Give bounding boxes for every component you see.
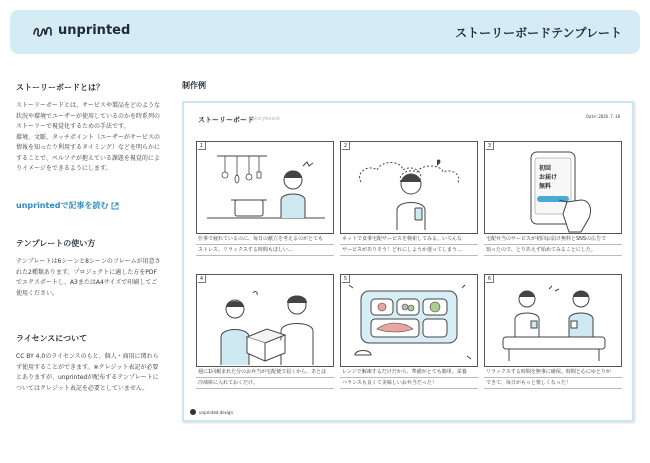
frame-illustration bbox=[340, 274, 478, 367]
frame-illustration bbox=[196, 274, 334, 367]
board-date: Date:2020.7.10 bbox=[586, 114, 620, 119]
storyboard-preview bbox=[182, 101, 634, 422]
frame-caption bbox=[484, 234, 622, 256]
about-line: りイメージをできるようにします。 bbox=[16, 165, 112, 172]
couple-relaxing-illustration bbox=[485, 275, 622, 367]
license-line: ついてはクレジット表記を必要としていません。 bbox=[16, 384, 149, 392]
svg-text:無料: 無料 bbox=[539, 183, 552, 190]
license-line: CC BY 4.0のライセンスのもと、個人・商用に関わら bbox=[16, 353, 159, 360]
kitchen-woman-illustration bbox=[197, 142, 334, 234]
svg-text:初回: 初回 bbox=[539, 165, 552, 172]
frame-caption bbox=[340, 234, 478, 256]
usage-section bbox=[16, 238, 166, 249]
unprinted-logo-icon bbox=[32, 24, 54, 38]
frame-caption bbox=[196, 367, 334, 389]
about-heading: ストーリーボードとは？ bbox=[16, 83, 104, 92]
frame-number: 3 bbox=[486, 142, 494, 150]
svg-text:お届け: お届け bbox=[539, 174, 558, 181]
frame-caption bbox=[340, 367, 478, 389]
frame-number: 5 bbox=[342, 275, 350, 283]
about-text bbox=[16, 101, 166, 175]
about-section bbox=[16, 82, 166, 93]
usage-line: れた2種類あります。プロジェクトに適した方をPDF bbox=[16, 268, 157, 276]
article-link-label[interactable]: unprintedで記事を読む bbox=[16, 201, 109, 210]
page-header bbox=[10, 10, 640, 54]
about-line: ストーリーボードとは、サービスや製品をどのような bbox=[16, 102, 161, 109]
logo[interactable] bbox=[32, 23, 130, 38]
about-line: 環境、文脈、タッチポイント（ユーザーがサービスの bbox=[16, 133, 161, 141]
frame-number: 4 bbox=[198, 275, 206, 283]
board-title: ストーリーボード bbox=[198, 116, 254, 124]
frame-illustration bbox=[484, 274, 622, 367]
board-footer bbox=[190, 409, 233, 415]
frame-illustration bbox=[484, 141, 622, 234]
license-line: とありますが、unprintedが配布するテンプレートに bbox=[16, 374, 159, 381]
caption-line: できて、毎日がもっと楽しくなった！ bbox=[484, 378, 622, 389]
frame-illustration bbox=[340, 141, 478, 234]
caption-line: ストレス。リラックスする時間もほしい… bbox=[196, 245, 334, 256]
usage-heading: テンプレートの使い方 bbox=[16, 239, 96, 248]
frame-number: 2 bbox=[342, 142, 350, 150]
about-line: 情報を知ったり利用するタイミング）などを明らかに bbox=[16, 144, 160, 151]
caption-line: レンジで解凍するだけだから、準備がとても簡単。栄養 bbox=[340, 367, 478, 378]
bento-meal-illustration bbox=[341, 275, 478, 367]
article-link[interactable] bbox=[16, 200, 166, 211]
caption-line: 仕事で疲れているのに、毎日の献立を考えるのがとても bbox=[196, 234, 334, 245]
caption-line: ネットで食事宅配サービスを検索してみる。いろんな bbox=[340, 234, 478, 245]
caption-line: リラックスする時間を無事に確保。時間と心にゆとりが bbox=[484, 367, 622, 378]
phone-ad-illustration bbox=[485, 142, 622, 234]
frame-caption bbox=[484, 367, 622, 389]
frame-number: 1 bbox=[198, 142, 206, 150]
delivery-illustration bbox=[197, 275, 334, 367]
license-text bbox=[16, 352, 166, 394]
caption-line: 知ったので、とりあえず始めてみることにした。 bbox=[484, 245, 622, 256]
woman-phone-thinking-illustration bbox=[341, 142, 478, 234]
caption-line: 宅配弁当のサービスが初回お届け無料とSNSの広告で bbox=[484, 234, 622, 245]
frame-caption bbox=[196, 234, 334, 256]
caption-line: 冷凍庫に入れておくだけ。 bbox=[196, 378, 334, 389]
logo-text: unprinted bbox=[58, 23, 131, 38]
about-line: ストーリーで視覚化するための手法です。 bbox=[16, 123, 130, 130]
usage-line: テンプレートは6シーンと8シーンのフレームが用意さ bbox=[16, 258, 161, 265]
frame-illustration bbox=[196, 141, 334, 234]
about-line: 状況や環境でユーザーが使用しているのかを時系列の bbox=[16, 112, 161, 120]
caption-line: バランスも良くて美味しいお弁当だった！ bbox=[340, 378, 478, 389]
board-footer-text: unprinted.design bbox=[199, 409, 234, 415]
caption-line: サービスがありそう！どれにしようか迷ってしまう… bbox=[340, 245, 478, 256]
about-line: することで、ペルソナが抱えている課題を視覚的によ bbox=[16, 154, 160, 162]
unprinted-mark-icon bbox=[190, 409, 196, 415]
example-label: 制作例 bbox=[182, 81, 206, 90]
usage-line: 使用ください。 bbox=[16, 289, 59, 297]
page-title: ストーリーボードテンプレート bbox=[455, 26, 622, 40]
caption-line: 週に1回頼まれた分のお弁当が宅配便で届くから、あとは bbox=[196, 367, 334, 378]
external-link-icon bbox=[111, 202, 119, 210]
license-section bbox=[16, 333, 166, 344]
license-line: ず使用することができます。※クレジット表記が必要 bbox=[16, 363, 159, 371]
license-heading: ライセンスについて bbox=[16, 334, 88, 343]
frame-number: 6 bbox=[486, 275, 494, 283]
usage-line: でエクスポートし、A3またはA4サイズで印刷してご bbox=[16, 279, 158, 286]
board-subtitle: Storyboard bbox=[252, 116, 280, 122]
usage-text bbox=[16, 257, 166, 299]
